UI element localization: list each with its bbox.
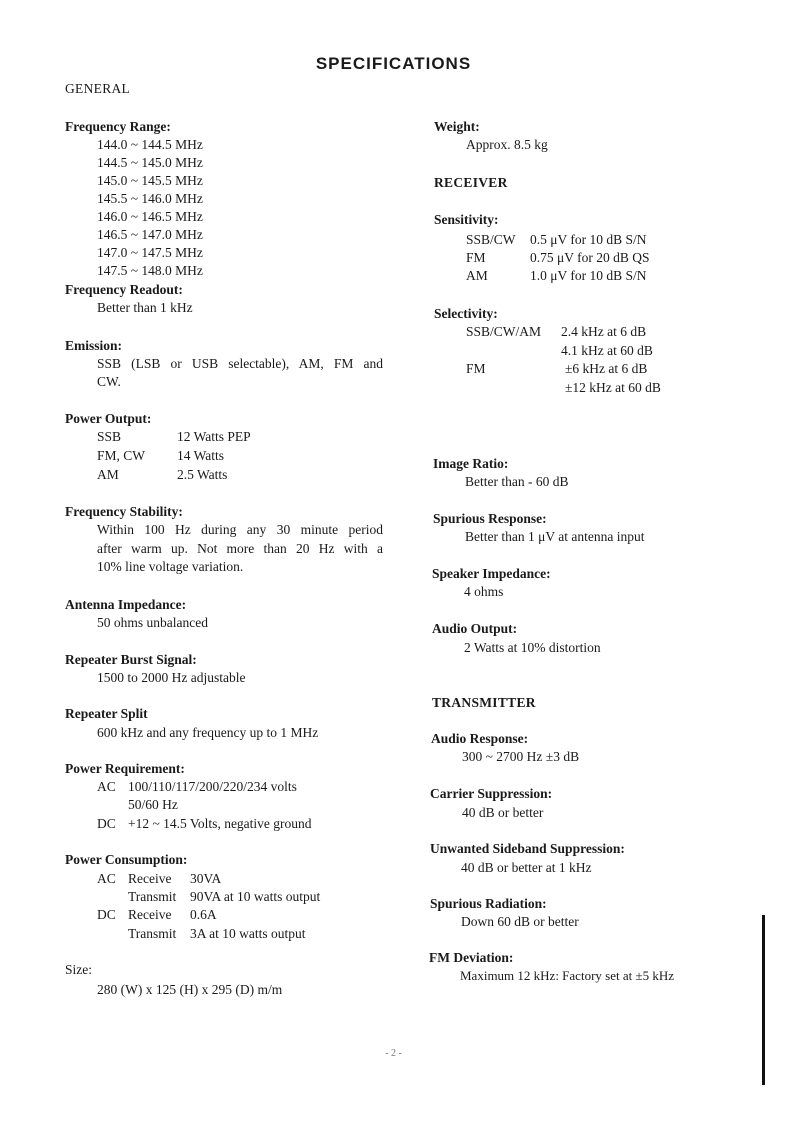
power-consumption-label: Power Consumption: — [65, 852, 188, 867]
power-requirement-label: Power Requirement: — [65, 761, 185, 776]
spurious-radiation-value: Down 60 dB or better — [461, 914, 579, 929]
emission-value: CW. — [97, 374, 121, 389]
power-output-mode: AM — [97, 467, 119, 482]
audio-response-value: 300 ~ 2700 Hz ±3 dB — [462, 749, 580, 764]
repeater-split-label: Repeater Split — [65, 706, 148, 721]
antenna-impedance-label: Antenna Impedance: — [65, 597, 187, 612]
power-consumption-ac-label: AC — [97, 871, 116, 886]
antenna-impedance-value: 50 ohms unbalanced — [97, 615, 208, 630]
power-requirement-ac-value: 50/60 Hz — [128, 797, 178, 812]
frequency-stability-value: after warm up. Not more than 20 Hz with a — [97, 541, 383, 556]
spurious-radiation-label: Spurious Radiation: — [430, 896, 547, 911]
power-requirement-ac-label: AC — [97, 779, 116, 794]
carrier-suppression-value: 40 dB or better — [462, 805, 544, 820]
image-ratio-label: Image Ratio: — [433, 456, 509, 471]
emission-label: Emission: — [65, 338, 123, 353]
frequency-range-value: 145.5 ~ 146.0 MHz — [97, 191, 203, 206]
frequency-readout-label: Frequency Readout: — [65, 282, 183, 297]
fm-deviation-value: Maximum 12 kHz: Factory set at ±5 kHz — [460, 968, 675, 983]
sensitivity-mode: SSB/CW — [466, 232, 516, 247]
power-output-value: 14 Watts — [177, 448, 225, 463]
unwanted-sideband-value: 40 dB or better at 1 kHz — [461, 860, 592, 875]
power-output-value: 12 Watts PEP — [177, 429, 251, 444]
page-number: - 2 - — [385, 1048, 402, 1059]
power-requirement-dc-value: +12 ~ 14.5 Volts, negative ground — [128, 816, 312, 831]
selectivity-mode: SSB/CW/AM — [466, 324, 542, 339]
size-label: Size: — [65, 962, 92, 977]
sensitivity-mode: FM — [466, 250, 486, 265]
frequency-stability-label: Frequency Stability: — [65, 504, 183, 519]
image-ratio-value: Better than - 60 dB — [465, 474, 569, 489]
fm-deviation-label: FM Deviation: — [429, 950, 514, 965]
speaker-impedance-label: Speaker Impedance: — [432, 566, 551, 581]
selectivity-value: 4.1 kHz at 60 dB — [561, 343, 653, 358]
frequency-range-value: 145.0 ~ 145.5 MHz — [97, 173, 203, 188]
selectivity-value: ±12 kHz at 60 dB — [565, 380, 661, 395]
selectivity-label: Selectivity: — [434, 306, 498, 321]
size-value: 280 (W) x 125 (H) x 295 (D) m/m — [97, 982, 283, 997]
power-consumption-ac-transmit: 90VA at 10 watts output — [190, 889, 321, 904]
sensitivity-value: 0.5 μV for 10 dB S/N — [530, 232, 647, 247]
transmitter-heading: TRANSMITTER — [432, 695, 536, 710]
scan-edge-mark — [762, 915, 765, 1085]
selectivity-value: ±6 kHz at 6 dB — [565, 361, 648, 376]
receiver-heading: RECEIVER — [434, 175, 508, 190]
power-consumption-receive-label: Receive — [128, 907, 172, 922]
selectivity-mode: FM — [466, 361, 486, 376]
power-requirement-dc-label: DC — [97, 816, 116, 831]
emission-value: SSB (LSB or USB selectable), AM, FM and — [97, 356, 383, 371]
power-consumption-dc-label: DC — [97, 907, 116, 922]
power-requirement-ac-value: 100/110/117/200/220/234 volts — [128, 779, 297, 794]
power-consumption-receive-label: Receive — [128, 871, 172, 886]
speaker-impedance-value: 4 ohms — [464, 584, 504, 599]
frequency-readout-value: Better than 1 kHz — [97, 300, 193, 315]
power-output-label: Power Output: — [65, 411, 152, 426]
page-title: SPECIFICATIONS — [315, 54, 472, 73]
sensitivity-label: Sensitivity: — [434, 212, 499, 227]
repeater-burst-label: Repeater Burst Signal: — [65, 652, 197, 667]
sensitivity-value: 1.0 μV for 10 dB S/N — [530, 268, 647, 283]
carrier-suppression-label: Carrier Suppression: — [430, 786, 553, 801]
spurious-response-label: Spurious Response: — [433, 511, 547, 526]
frequency-range-value: 146.5 ~ 147.0 MHz — [97, 227, 203, 242]
audio-response-label: Audio Response: — [431, 731, 529, 746]
repeater-burst-value: 1500 to 2000 Hz adjustable — [97, 670, 246, 685]
audio-output-label: Audio Output: — [432, 621, 518, 636]
power-consumption-transmit-label: Transmit — [128, 926, 177, 941]
power-consumption-ac-receive: 30VA — [190, 871, 222, 886]
power-consumption-transmit-label: Transmit — [128, 889, 177, 904]
general-heading: GENERAL — [65, 81, 131, 96]
frequency-range-value: 146.0 ~ 146.5 MHz — [97, 209, 203, 224]
sensitivity-value: 0.75 μV for 20 dB QS — [530, 250, 650, 265]
power-output-mode: SSB — [97, 429, 122, 444]
power-consumption-dc-transmit: 3A at 10 watts output — [190, 926, 306, 941]
frequency-range-value: 147.0 ~ 147.5 MHz — [97, 245, 203, 260]
frequency-stability-value: Within 100 Hz during any 30 minute period — [97, 522, 383, 537]
frequency-range-value: 147.5 ~ 148.0 MHz — [97, 263, 203, 278]
sensitivity-mode: AM — [466, 268, 488, 283]
unwanted-sideband-label: Unwanted Sideband Suppression: — [430, 841, 625, 856]
spurious-response-value: Better than 1 μV at antenna input — [465, 529, 645, 544]
audio-output-value: 2 Watts at 10% distortion — [464, 640, 601, 655]
frequency-stability-value: 10% line voltage variation. — [97, 559, 244, 574]
power-output-mode: FM, CW — [97, 448, 146, 463]
weight-label: Weight: — [434, 119, 480, 134]
frequency-range-label: Frequency Range: — [65, 119, 171, 134]
weight-value: Approx. 8.5 kg — [466, 137, 548, 152]
selectivity-value: 2.4 kHz at 6 dB — [561, 324, 647, 339]
repeater-split-value: 600 kHz and any frequency up to 1 MHz — [97, 725, 319, 740]
frequency-range-value: 144.5 ~ 145.0 MHz — [97, 155, 203, 170]
power-consumption-dc-receive: 0.6A — [190, 907, 217, 922]
frequency-range-value: 144.0 ~ 144.5 MHz — [97, 137, 203, 152]
power-output-value: 2.5 Watts — [177, 467, 228, 482]
